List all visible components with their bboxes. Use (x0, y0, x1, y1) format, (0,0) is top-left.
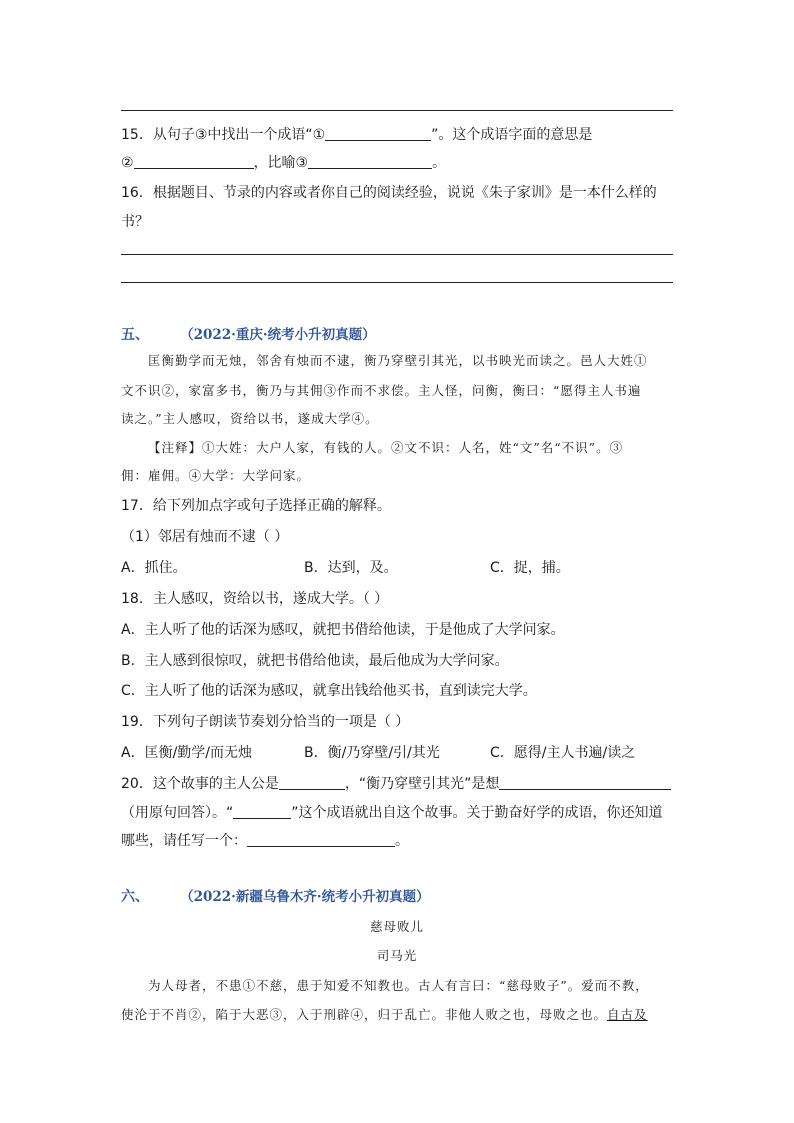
q15-marker-2: ② (121, 155, 134, 171)
section-5-title: （2022·重庆·统考小升初真题） (180, 327, 376, 343)
question-17-stem: 17．给下列加点字或句子选择正确的解释。 (121, 498, 391, 514)
passage-line (121, 1005, 648, 1023)
question-18-stem: 18．主人感叹，资给以书，遂成大学。（ ） (121, 591, 389, 607)
q20-blank-1[interactable] (279, 775, 345, 790)
question-15-line2 (121, 152, 446, 172)
question-16-line1: 16．根据题目、节录的内容或者你自己的阅读经验，说说《朱子家训》是一本什么样的 (121, 185, 657, 201)
q20-text-mid: ，“衡乃穿壁引其光”是想 (344, 776, 500, 792)
notes-line: 佣：雇佣。④大学：大学问家。 (121, 468, 311, 483)
option-c[interactable]: C．捉，捕。 (490, 560, 570, 576)
q15-text-end: 。 (432, 155, 447, 171)
q20-text-pre: 20．这个故事的主人公是 (121, 776, 279, 792)
answer-line[interactable] (121, 282, 673, 283)
passage-line: 匡衡勤学而无烛，邻舍有烛而不逮，衡乃穿壁引其光，以书映光而读之。邑人大姓① (148, 353, 648, 368)
notes-line: 【注释】①大姓：大户人家，有钱的人。②文不识：人名，姓“文”名“不识”。③ (148, 440, 624, 455)
q15-blank-3[interactable] (308, 154, 432, 169)
option-a[interactable]: A．匡衡/勤学/而无烛 (121, 745, 253, 761)
q15-blank-1[interactable] (325, 126, 431, 141)
passage-line: 文不识②，家富多书，衡乃与其佣③作而不求偿。主人怪，问衡，衡曰：“愿得主人书遍 (121, 383, 642, 398)
q20-blank-3[interactable] (233, 804, 291, 819)
q15-text-pre: 15．从句子③中找出一个成语“① (121, 127, 326, 143)
q15-blank-2[interactable] (134, 154, 254, 169)
poem-author: 司马光 (376, 948, 418, 963)
q20-blank-4[interactable] (247, 832, 395, 847)
option-a[interactable]: A．抓住。 (121, 560, 187, 576)
answer-line[interactable] (121, 254, 673, 255)
option-a[interactable]: A．主人听了他的话深为感叹，就把书借给他读，于是他成了大学问家。 (121, 622, 565, 638)
q20-text-pre2: （用原句回答）。“ (121, 805, 234, 821)
question-19-stem: 19．下列句子朗读节奏划分恰当的一项是（ ） (121, 714, 410, 730)
q20-text-end: 。 (395, 833, 409, 849)
question-15-line1 (121, 124, 592, 144)
option-c[interactable]: C．主人听了他的话深为感叹，就拿出钱给他买书，直到读完大学。 (121, 683, 537, 699)
section-6-title: （2022·新疆乌鲁木齐·统考小升初真题） (180, 889, 430, 905)
answer-line (121, 110, 673, 111)
poem-title: 慈母败儿 (369, 919, 424, 934)
question-17-sub: （1）邻居有烛而不逮（ ） (121, 529, 289, 545)
q15-text-mid: ，比喻③ (253, 155, 309, 171)
section-5-number: 五、 (121, 327, 149, 343)
question-20-line3 (121, 830, 409, 850)
passage-text: 使沦于不肖②，陷于大恶③，入于刑辟④，归于乱亡。非他人败之也，母败之也。 (121, 1007, 608, 1022)
option-c[interactable]: C．愿得/主人书遍/读之 (490, 745, 636, 761)
q20-text-pre3: 哪些，请任写一个： (121, 833, 247, 849)
option-b[interactable]: B．达到，及。 (304, 560, 398, 576)
q20-blank-2[interactable] (499, 775, 671, 790)
option-b[interactable]: B．衡/乃穿壁/引/其光 (304, 745, 440, 761)
q15-text-post: ”。这个成语字面的意思是 (431, 127, 593, 143)
passage-line: 为人母者，不患①不慈，患于知爱不知教也。古人有言曰：“慈母败子”。爱而不教， (148, 978, 649, 993)
question-16-line2: 书？ (121, 214, 149, 230)
section-5-heading (121, 323, 376, 344)
passage-line: 读之。”主人感叹，资给以书，遂成大学④。 (121, 411, 379, 426)
option-b[interactable]: B．主人感到很惊叹，就把书借给他读，最后他成为大学问家。 (121, 653, 509, 669)
question-20-line2 (121, 802, 663, 822)
section-6-number: 六、 (121, 889, 149, 905)
underlined-text: 自古及 (607, 1007, 648, 1022)
section-6-heading (121, 885, 430, 906)
question-20-line1 (121, 773, 671, 793)
q20-text-post2: ”这个成语就出自这个故事。关于勤奋好学的成语，你还知道 (291, 805, 663, 821)
